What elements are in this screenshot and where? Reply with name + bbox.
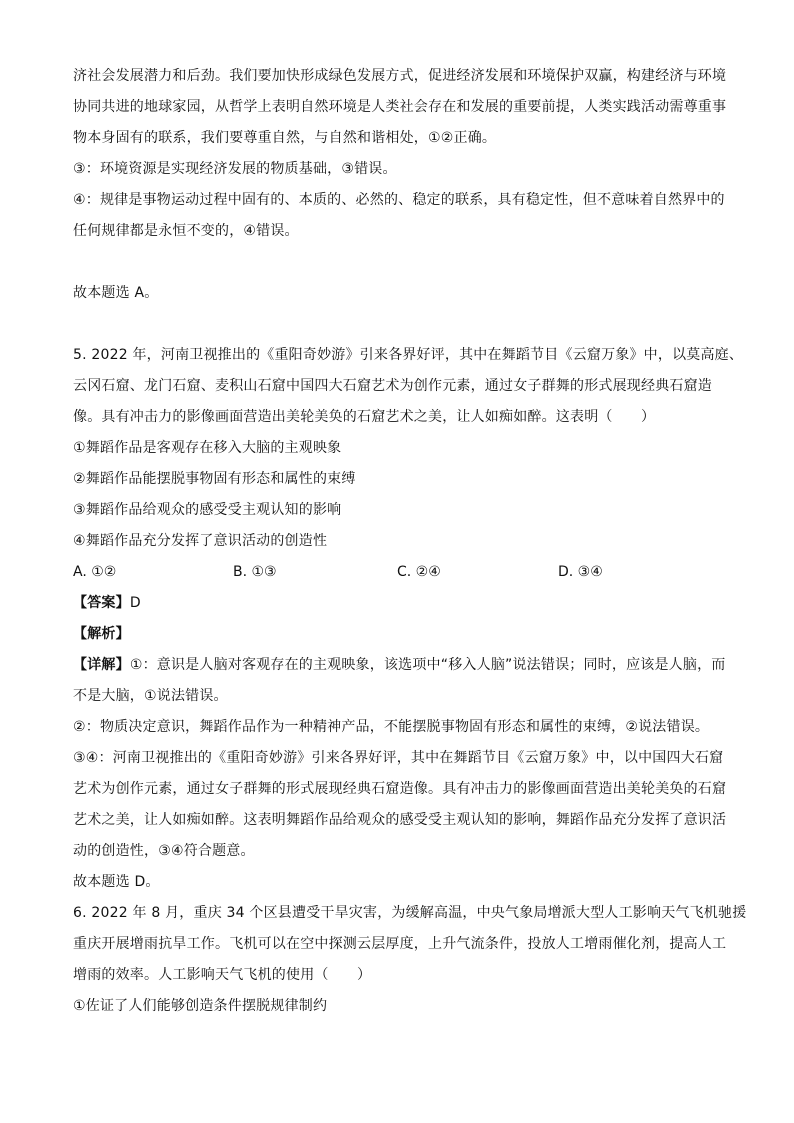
question-6-stem: 6. 2022 年 8 月，重庆 34 个区县遭受干旱灾害，为缓解高温，中央气象局增派大型人工影响天气飞机驰援 [73, 905, 747, 921]
statement-4: ④舞蹈作品充分发挥了意识活动的创造性 [73, 533, 328, 549]
analysis-item-34: 艺术为创作元素，通过女子群舞的形式展现经典石窟造像。具有冲击力的影像画面营造出美轮美奂的石窟 [73, 781, 727, 797]
question-5-stem: 云冈石窟、龙门石窟、麦积山石窟中国四大石窟艺术为创作元素，通过女子群舞的形式展现经典石窟造 [73, 378, 712, 394]
paragraph-line: 济社会发展潜力和后劲。我们要加快形成绿色发展方式，促进经济发展和环境保护双赢，构建经济与环境 [73, 68, 727, 84]
analysis-item-34: ③④：河南卫视推出的《重阳奇妙游》引来各界好评，其中在舞蹈节目《云窟万象》中，以中国四大石窟 [73, 750, 724, 766]
analysis-item-4: 任何规律都是永恒不变的，④错误。 [73, 223, 299, 239]
answer-value: D [129, 595, 141, 611]
analysis-item-34: 艺术之美，让人如痴如醉。这表明舞蹈作品给观众的感受受主观认知的影响，舞蹈作品充分发挥了意识活 [73, 812, 727, 828]
conclusion: 故本题选 D。 [73, 874, 160, 890]
statement-3: ③舞蹈作品给观众的感受受主观认知的影响 [73, 502, 342, 518]
paragraph-line: 协同共进的地球家园，从哲学上表明自然环境是人类社会存在和发展的重要前提，人类实践活动需尊重事 [73, 99, 727, 115]
analysis-heading [73, 624, 130, 644]
statement-1: ①佐证了人们能够创造条件摆脱规律制约 [73, 998, 328, 1014]
detail-text: ①：意识是人脑对客观存在的主观映象，该选项中“移入人脑”说法错误；同时，应该是人脑，而 [129, 657, 726, 673]
paragraph-line: 物本身固有的联系，我们要尊重自然，与自然和谐相处，①②正确。 [73, 130, 497, 146]
option-b: B. ①③ [233, 564, 277, 580]
question-6-stem: 增雨的效率。人工影响天气飞机的使用（ ） [73, 967, 372, 983]
answer-tag: 【答案】 [73, 595, 130, 611]
analysis-tag: 【解析】 [73, 626, 130, 642]
answer-line [73, 593, 141, 613]
statement-1: ①舞蹈作品是客观存在移入大脑的主观映象 [73, 440, 342, 456]
analysis-item-3: ③：环境资源是实现经济发展的物质基础，③错误。 [73, 161, 397, 177]
statement-2: ②舞蹈作品能摆脱事物固有形态和属性的束缚 [73, 471, 356, 487]
option-a: A. ①② [73, 564, 117, 580]
conclusion: 故本题选 A。 [73, 285, 159, 301]
question-5-stem: 5. 2022 年，河南卫视推出的《重阳奇妙游》引来各界好评，其中在舞蹈节目《云窟万象》中，以莫高庭、 [73, 347, 744, 363]
analysis-item-4: ④：规律是事物运动过程中固有的、本质的、必然的、稳定的联系，具有稳定性，但不意味着自然界中的 [73, 192, 725, 208]
analysis-item-2: ②：物质决定意识，舞蹈作品作为一种精神产品，不能摆脱事物固有形态和属性的束缚，②说法错误。 [73, 719, 710, 735]
detail-tag: 【详解】 [73, 657, 130, 673]
analysis-item-34: 动的创造性，③④符合题意。 [73, 843, 255, 859]
question-6-stem: 重庆开展增雨抗旱工作。飞机可以在空中探测云层厚度，上升气流条件，投放人工增雨催化剂，提高人工 [73, 936, 727, 952]
question-5-stem: 像。具有冲击力的影像画面营造出美轮美奂的石窟艺术之美，让人如痴如醉。这表明（ ） [73, 409, 656, 425]
detail-line [73, 655, 725, 675]
option-c: C. ②④ [397, 564, 441, 580]
detail-line: 不是大脑，①说法错误。 [73, 688, 228, 704]
option-d: D. ③④ [558, 564, 603, 580]
